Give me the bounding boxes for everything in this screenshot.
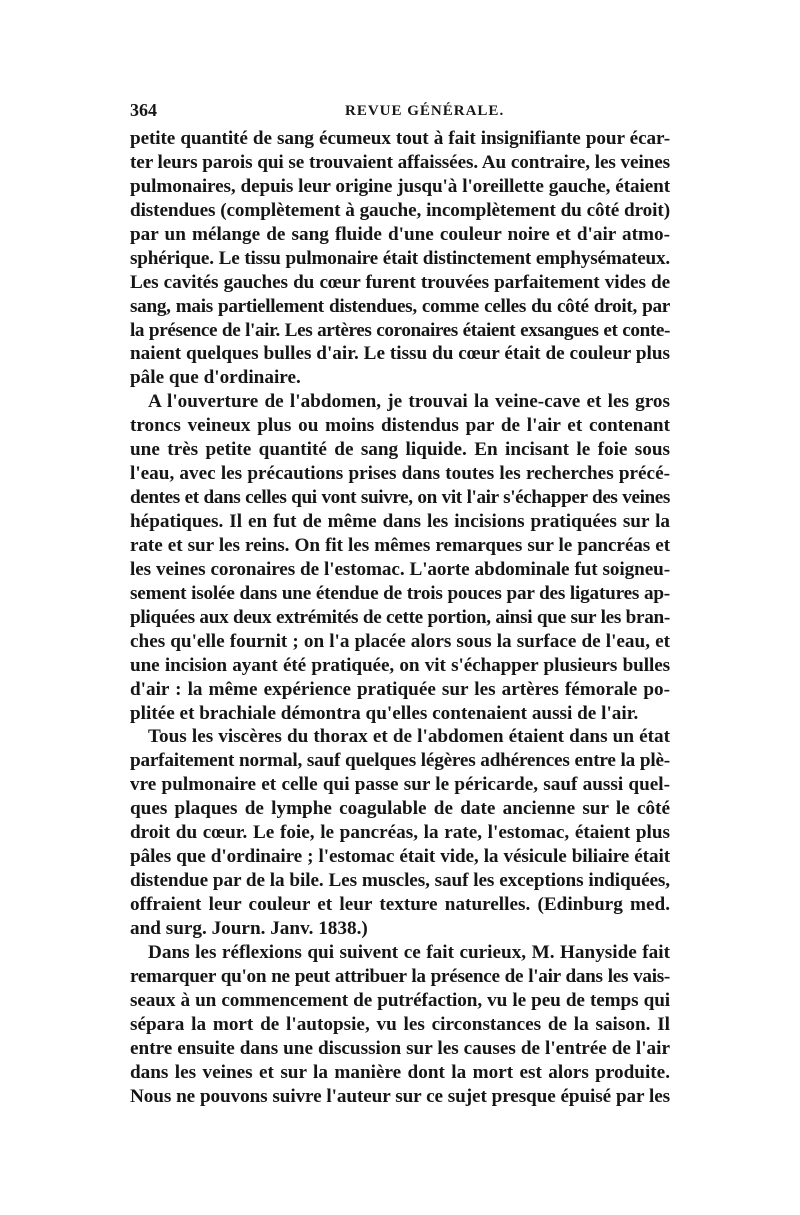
paragraph-start-line: A l'ouverture de l'abdomen, je trouvai la veine-cave et les gros	[148, 391, 670, 413]
text-line: ter leurs parois qui se trouvaient affaissées. Au contraire, les veines	[130, 151, 670, 173]
text-line: distendues (complètement à gauche, incomplètement du côté droit)	[130, 199, 670, 221]
page-header	[130, 100, 670, 126]
text-line: ques plaques de lymphe coagulable de date ancienne sur le côté	[130, 798, 670, 820]
text-line: par un mélange de sang fluide d'une couleur noire et d'air atmo-	[130, 223, 670, 245]
paragraph-start-line: Tous les viscères du thorax et de l'abdomen étaient dans un état	[148, 726, 670, 748]
paragraph-start-line: Dans les réflexions qui suivent ce fait curieux, M. Hanyside fait	[148, 941, 670, 963]
text-line: droit du cœur. Le foie, le pancréas, la rate, l'estomac, étaient plus	[130, 822, 670, 844]
text-line: petite quantité de sang écumeux tout à fait insignifiante pour écar-	[130, 128, 670, 149]
text-line: sement isolée dans une étendue de trois pouces par des ligatures ap-	[130, 582, 670, 604]
text-line: sépara la mort de l'autopsie, vu les circonstances de la saison. Il	[130, 1013, 670, 1035]
text-line: dentes et dans celles qui vont suivre, on vit l'air s'échapper des veines	[130, 487, 670, 509]
text-line: seaux à un commencement de putréfaction, vu le peu de temps qui	[130, 989, 670, 1011]
paragraph-end-line: pâle que d'ordinaire.	[130, 367, 301, 389]
running-title: REVUE GÉNÉRALE.	[345, 103, 505, 119]
text-line: pulmonaires, depuis leur origine jusqu'à l'oreillette gauche, étaient	[130, 175, 670, 197]
text-line: les veines coronaires de l'estomac. L'aorte abdominale fut soigneu-	[130, 558, 670, 580]
citation-line: and surg. Journ. Janv. 1838.)	[130, 917, 368, 939]
text-line: Les cavités gauches du cœur furent trouvées parfaitement vides de	[130, 271, 670, 293]
text-line: dans les veines et sur la manière dont la mort est alors produite.	[130, 1061, 670, 1083]
text-line: entre ensuite dans une discussion sur les causes de l'entrée de l'air	[130, 1037, 670, 1059]
text-line: pâles que d'ordinaire ; l'estomac était vide, la vésicule biliaire était	[130, 846, 670, 868]
text-line: naient quelques bulles d'air. Le tissu du cœur était de couleur plus	[130, 343, 670, 365]
text-line: rate et sur les reins. On fit les mêmes remarques sur le pancréas et	[130, 534, 670, 556]
text-line: troncs veineux plus ou moins distendus par de l'air et contenant	[130, 415, 670, 437]
text-line: d'air : la même expérience pratiquée sur les artères fémorale po-	[130, 678, 670, 700]
page-number: 364	[130, 100, 157, 120]
text-line: remarquer qu'on ne peut attribuer la présence de l'air dans les vais-	[130, 965, 670, 987]
text-line: l'eau, avec les précautions prises dans toutes les recherches précé-	[130, 463, 670, 485]
body-text	[130, 127, 670, 1108]
text-line: offraient leur couleur et leur texture naturelles. (Edinburg med.	[130, 894, 670, 915]
text-line: une incision ayant été pratiquée, on vit s'échapper plusieurs bulles	[130, 654, 670, 676]
text-line: ches qu'elle fournit ; on l'a placée alors sous la surface de l'eau, et	[130, 630, 670, 652]
text-line: sphérique. Le tissu pulmonaire était distinctement emphysémateux.	[130, 247, 670, 269]
paragraph-end-line: plitée et brachiale démontra qu'elles contenaient aussi de l'air.	[130, 702, 639, 724]
text-line: la présence de l'air. Les artères coronaires étaient exsangues et conte-	[130, 319, 670, 341]
text-line: parfaitement normal, sauf quelques légères adhérences entre la plè-	[130, 750, 670, 772]
text-line: hépatiques. Il en fut de même dans les incisions pratiquées sur la	[130, 511, 670, 532]
text-line: vre pulmonaire et celle qui passe sur le péricarde, sauf aussi quel-	[130, 774, 670, 796]
text-line: pliquées aux deux extrémités de cette portion, ainsi que sur les bran-	[130, 606, 670, 628]
text-line: une très petite quantité de sang liquide. En incisant le foie sous	[130, 439, 670, 461]
text-line: Nous ne pouvons suivre l'auteur sur ce sujet presque épuisé par les	[130, 1085, 670, 1107]
text-line: sang, mais partiellement distendues, comme celles du côté droit, par	[130, 295, 670, 317]
text-line: distendue par de la bile. Les muscles, sauf les exceptions indiquées,	[130, 870, 670, 892]
